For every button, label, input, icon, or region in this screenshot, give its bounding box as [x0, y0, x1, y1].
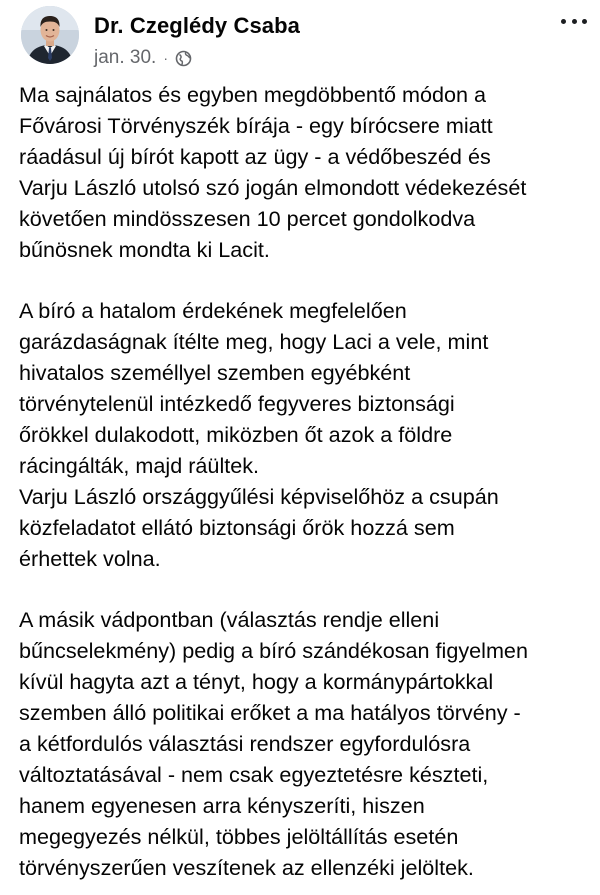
author-name[interactable]: Dr. Czeglédy Csaba: [94, 13, 300, 38]
text-line: rácingálták, majd ráültek.: [19, 452, 260, 478]
post-paragraph: [19, 80, 591, 265]
text-line: ráadásul új bírót kapott az ügy - a védőbeszéd és: [19, 143, 491, 169]
text-line: változtatásával - nem csak egyeztetésre készteti,: [19, 761, 489, 787]
meta-separator: ·: [163, 50, 168, 66]
more-dot: [561, 19, 566, 24]
text-line: törvénytelenül intézkedő fegyveres biztonsági: [19, 391, 455, 417]
text-line: kívül hagyta azt a tényt, hogy a kormánypártokkal: [19, 669, 494, 695]
post-date[interactable]: jan. 30.: [94, 47, 157, 68]
text-line: Ma sajnálatos és egyben megdöbbentő módon a: [19, 82, 486, 107]
profile-photo-icon: [21, 6, 79, 64]
post-header: [21, 6, 591, 70]
text-line: A bíró a hatalom érdekének megfelelően: [19, 298, 407, 324]
text-line: garázdaságnak ítélte meg, hogy Laci a vele, mint: [19, 329, 489, 355]
text-line: Varju László utolsó szó jogán elmondott védekezését: [19, 174, 527, 200]
more-dot: [572, 19, 577, 24]
post-meta: [94, 47, 192, 69]
text-line: követően mindösszesen 10 percet gondolkodva: [19, 205, 476, 231]
text-line: megegyezés nélkül, többes jelöltállítás esetén: [19, 823, 459, 849]
post-paragraph: [19, 296, 591, 574]
text-line: Fővárosi Törvényszék bírája - egy bírócsere miatt: [19, 112, 493, 138]
globe-icon[interactable]: [175, 50, 192, 67]
text-line: Varju László országgyűlési képviselőhöz a csupán: [19, 483, 499, 509]
text-line: őrökkel dulakodott, miközben őt azok a földre: [19, 421, 453, 447]
text-line: a kétfordulós választási rendszer egyfordulósra: [19, 731, 471, 756]
text-line: közfeladatot ellátó biztonsági őrök hozzá sem: [19, 514, 455, 540]
more-options-icon[interactable]: [561, 16, 587, 26]
post-paragraph: [19, 605, 591, 883]
text-line: A másik vádpontban (választás rendje elleni: [19, 607, 440, 633]
post-text: [19, 80, 591, 884]
text-line: érhettek volna.: [19, 545, 161, 571]
text-line: bűnösnek mondta ki Lacit.: [19, 236, 270, 262]
text-line: hanem egyenesen arra kényszeríti, hiszen: [19, 792, 425, 818]
text-line: hivatalos személlyel szemben egyébként: [19, 360, 411, 386]
more-dot: [582, 19, 587, 24]
text-line: törvényszerűen veszítenek az ellenzéki jelöltek.: [19, 854, 474, 880]
text-line: bűncselekmény) pedig a bíró szándékosan figyelmen: [19, 638, 528, 664]
avatar[interactable]: [21, 6, 79, 64]
text-line: szemben álló politikai erőket a ma hatályos törvény -: [19, 700, 521, 726]
